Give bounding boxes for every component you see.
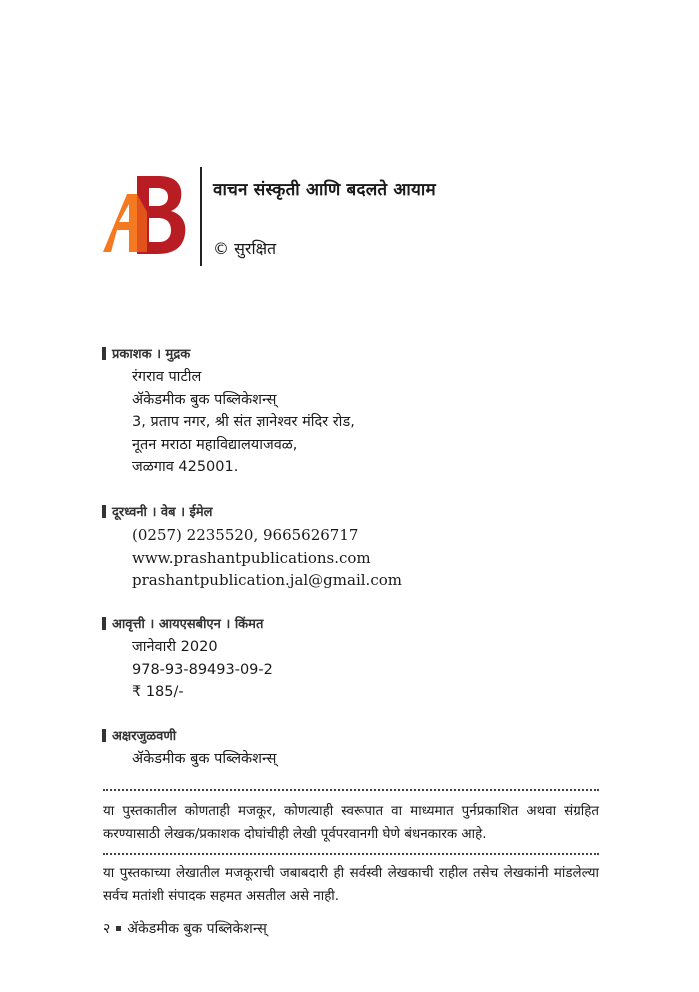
contact-section [102, 502, 402, 592]
contact-heading-text: दूरध्वनी । वेब । ईमेल [112, 505, 213, 520]
isbn-number: 978-93-89493-09-2 [132, 661, 273, 678]
book-title: वाचन संस्कृती आणि बदलते आयाम [213, 180, 436, 200]
typesetting-section [102, 726, 277, 771]
page-footer [103, 919, 267, 938]
publisher-company: ॲकेडमीक बुक पब्लिकेशन्स् [132, 391, 277, 408]
edition-section [102, 614, 273, 704]
contact-lines [132, 524, 402, 592]
price: ₹ 185/- [132, 684, 184, 700]
logo-letter-a [103, 194, 137, 252]
typesetting-lines [132, 748, 277, 771]
website-link[interactable]: www.prashantpublications.com [132, 548, 371, 567]
page-number: २ [103, 921, 111, 937]
edition-date: जानेवारी 2020 [132, 639, 218, 655]
publisher-section [102, 344, 355, 479]
publisher-logo [103, 172, 189, 256]
typesetting-by: ॲकेडमीक बुक पब्लिकेशन्स् [132, 751, 277, 767]
publisher-heading-text: प्रकाशक । मुद्रक [112, 347, 191, 362]
phone-numbers: (0257) 2235520, 9665626717 [132, 526, 359, 544]
footer-publisher: ॲकेडमीक बुक पब्लिकेशन्स् [127, 921, 267, 937]
typesetting-heading-text: अक्षरजुळवणी [112, 729, 177, 744]
publisher-address-line-3: जळगाव 425001. [132, 459, 239, 475]
typesetting-heading [102, 726, 277, 744]
section-marker [102, 505, 106, 518]
copyright-notice: © सुरक्षित [213, 239, 277, 258]
dotted-divider-middle [103, 853, 599, 855]
section-marker [102, 347, 106, 360]
rights-notice: या पुस्तकातील कोणताही मजकूर, कोणत्याही स्वरूपात वा माध्यमात पुर्नप्रकाशित अथवा संग्रहित करण्यासाठी लेखक/प्रकाशक दोघांचीही लेखी पूर्वपरवानगी घेणे बंधनकारक आहे. [103, 804, 599, 842]
edition-lines [132, 636, 273, 704]
dotted-divider-top [103, 789, 599, 791]
email-link[interactable]: prashantpublication.jal@gmail.com [132, 571, 402, 589]
edition-heading-text: आवृत्ती । आयएसबीएन । किंमत [112, 617, 264, 632]
publisher-address-line-2: नूतन मराठा महाविद्यालयाजवळ, [132, 436, 298, 453]
publisher-name: रंगराव पाटील [132, 369, 202, 385]
footer-separator [116, 926, 121, 931]
section-marker [102, 617, 106, 630]
disclaimer-notice: या पुस्तकाच्या लेखातील मजकूराची जबाबदारी ही सर्वस्वी लेखकाची राहील तसेच लेखकांनी मांडलेल्या सर्वच मतांशी संपादक सहमत असतील असे नाही. [103, 866, 599, 904]
header-divider [200, 167, 202, 266]
edition-heading [102, 614, 273, 632]
section-marker [102, 729, 106, 742]
publisher-lines [132, 366, 355, 479]
publisher-heading [102, 344, 355, 362]
contact-heading [102, 502, 402, 520]
publisher-address-line-1: 3, प्रताप नगर, श्री संत ज्ञानेश्वर मंदिर रोड, [132, 414, 355, 430]
